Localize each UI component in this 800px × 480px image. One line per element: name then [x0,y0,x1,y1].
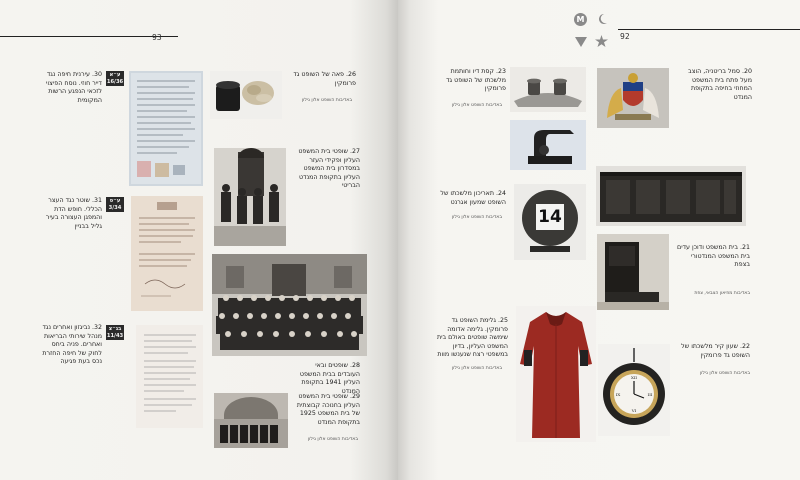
wall-clock-photo [598,344,670,436]
photo-credit: באדיבות השופט אלון גילון [451,366,502,371]
page-number: 92 [620,32,630,41]
caption-27: 27. שופטי בית המשפט העליון ופקידי העזר במסדרון בית המשפט העליון בתקופת המנדט הבריטי [298,148,360,190]
calendar-base [530,246,570,252]
case-badge: ע״פ 3/34 [106,197,124,212]
caption-21: 21. בית המשפט ודוכן עדים בית המשפט המנדטורי בצפת [677,244,750,269]
star-icon [595,35,608,48]
caption-25: 25. גלימת השופט גד פרומקין. גלימה אדומה שימשה שופטים באולם בית המשפט העליון, בדיון במשפטי רצח שנענשו מוות [436,317,508,359]
photo-credit: באדיבות מוזיאון הצבאי, צפת [694,291,750,296]
caption-30: 30. עירנית חיפה נגד דייר חוזי. נוסח הפיצוי לזכאי הנפגע הרשות המקומית [46,71,102,104]
crescent-icon [596,13,608,25]
document-photo-32 [136,325,203,428]
document-photo-31 [131,196,203,311]
svg-text:III: III [647,392,653,397]
left-page [0,0,398,480]
caption-23: 23. קסת דיו וחותמת מלשכתו של השופט גד פרומקין [446,68,506,93]
court-staff-group-photo [212,254,367,356]
judges-corridor-photo [214,148,286,246]
header-rule [618,29,800,30]
photo-credit: באדיבות השופט אלון גילון [451,215,502,220]
caption-29: 29. שופטי בית המשפט העליון בחנוכה קבוצתית של בית המשפט 1925 בתקופת המנדט [296,393,360,426]
british-emblem-photo [597,68,669,128]
photo-credit: באדיבות השופט אלון גילון [307,437,358,442]
caption-22: 22. שעון קיר מלשכתו של השופט גד פרומקין [681,343,750,359]
witness-stand-photo [597,234,669,310]
desk-calendar-photo [514,184,586,260]
caption-20: 20. סמל בריטניה, הוצב מעל פתח בית המשפט המחוזי בחיפה בתקופת המנדט [688,68,752,101]
inkstand-photo [510,67,586,112]
svg-text:IX: IX [615,392,621,397]
judges-1925-photo [214,393,288,448]
triangle-icon [575,36,587,48]
caption-28: 28. שופטים ובאי העובדים בבית המשפט העליון 1941 בתקופת המנדט [299,362,360,395]
calendar-day: 14 [536,204,564,230]
svg-text:VI: VI [631,408,637,413]
caption-24: 24. תאריכון מלשכתו של השופט שמעון אגרנט [440,190,506,206]
right-page [398,0,800,480]
m-circle-icon: M [574,13,587,26]
seal-press-photo [510,120,586,170]
photo-credit: באדיבות השופט אלון גילון [451,103,502,108]
judges-bench-photo [596,166,746,226]
caption-32: 32. נביגזון ואחרים נגד מנהל שירותי הבריאות ואחרים. פניה ביחס לחוק של חיפה החזרת נכס בעת פגיעה [42,324,102,366]
photo-credit: באדיבות השופט אלון גילון [301,98,352,103]
document-photo-30 [129,71,203,186]
page-number: 93 [152,33,162,42]
case-badge: ע״א 16/36 [106,72,124,85]
caption-31: 31. שוטר נגד העצר הכללי. חופש הדת והמפגן העצורה בעיר גליל בבניין [45,197,102,230]
wig-photo [210,71,282,119]
svg-text:XII: XII [630,375,638,380]
caption-26: 26. פאה של השופט גד פרומקין [293,71,356,87]
photo-credit: באדיבות השופט אלון גילון [699,371,750,376]
judge-robe-photo [516,306,596,442]
case-badge: בג״צ 11/43 [106,326,124,339]
